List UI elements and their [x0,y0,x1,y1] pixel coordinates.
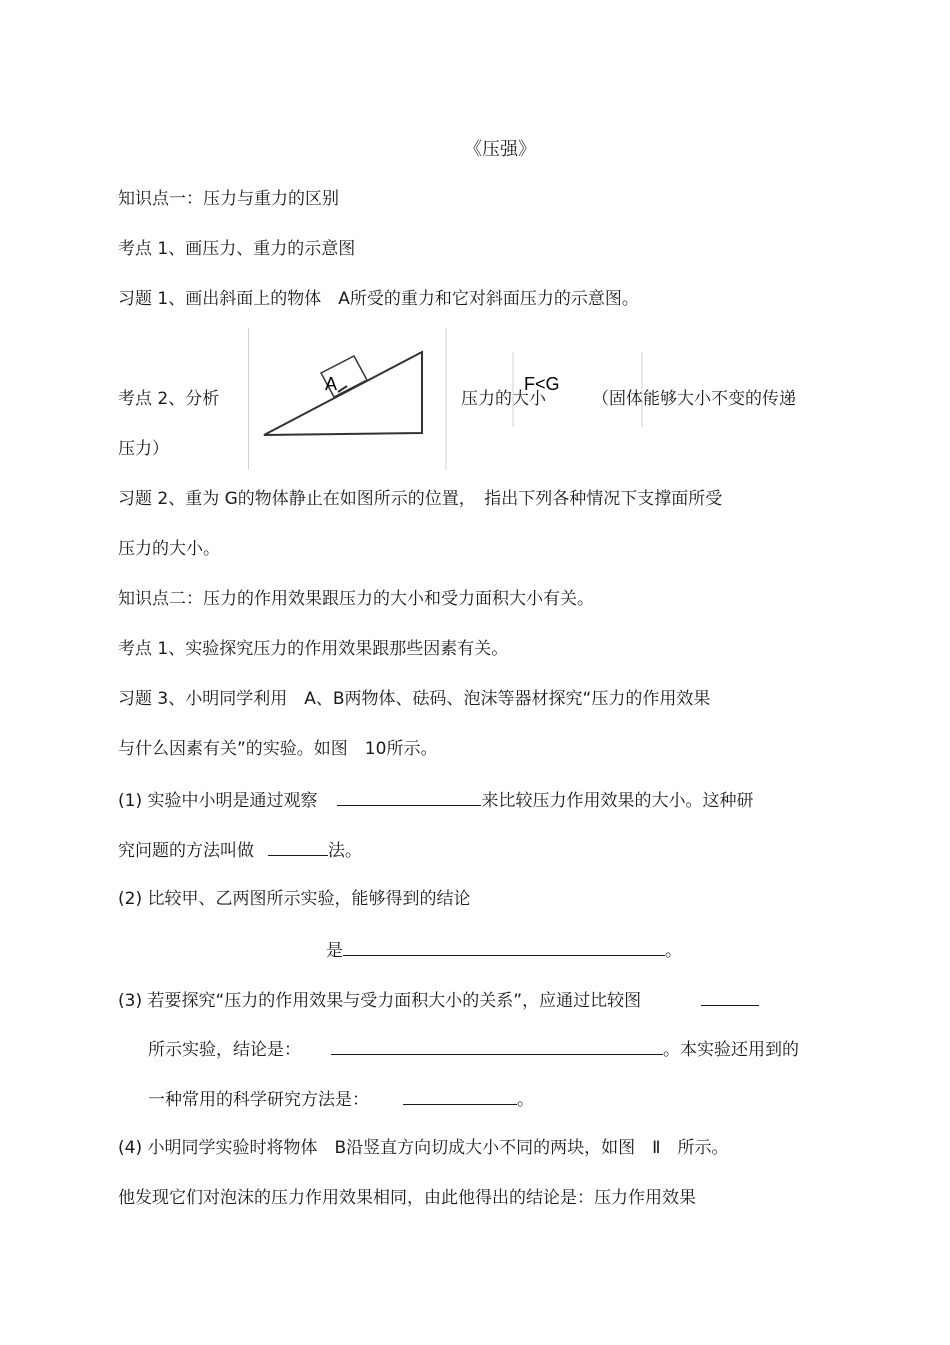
exercise-3-line-1: 习题 3、小明同学利用 A、B两物体、砝码、泡沫等器材探究“压力的作用效果 [118,689,711,709]
q1-blank-1[interactable] [337,787,481,806]
q2-text-c: 。 [665,941,682,961]
question-3-line-3 [148,1086,534,1112]
q1-text-c: 究问题的方法叫做 [118,841,254,861]
force-figure [512,352,644,427]
q3-blank-1[interactable] [701,987,759,1006]
q3-text-c: 。本实验还用到的 [663,1040,799,1060]
exam-point-2-prefix: 考点 2、分析 [118,389,220,409]
exam-point-1: 考点 1、画压力、重力的示意图 [118,239,356,259]
exam-point-3: 考点 1、实验探究压力的作用效果跟那些因素有关。 [118,639,509,659]
question-1-line-1 [118,787,753,813]
question-2-line-1: (2) 比较甲、乙两图所示实验，能够得到的结论 [118,889,471,909]
q3-blank-2[interactable] [331,1036,663,1055]
q3-text-d: 一种常用的科学研究方法是： [148,1090,369,1110]
q1-text-b: 来比较压力作用效果的大小。这种研 [481,791,754,811]
q2-blank[interactable] [343,937,665,956]
exercise-2-line-1: 习题 2、重为 G的物体静止在如图所示的位置， 指出下列各种情况下支撑面所受 [118,489,723,509]
exercise-2-line-2: 压力的大小。 [118,539,220,559]
exercise-1: 习题 1、画出斜面上的物体 A所受的重力和它对斜面压力的示意图。 [118,289,639,309]
page-title: 《压强》 [464,139,536,160]
q2-text-b: 是 [326,941,343,961]
question-4-line-1: (4) 小明同学实验时将物体 B沿竖直方向切成大小不同的两块，如图 Ⅱ 所示。 [118,1138,729,1158]
knowledge-point-1: 知识点一：压力与重力的区别 [118,189,339,209]
incline-figure [248,328,448,470]
force-label: F<G [524,374,560,394]
question-3-line-1 [118,987,759,1013]
q3-text-b: 所示实验，结论是： [148,1040,301,1060]
q3-text-e: 。 [517,1090,534,1110]
question-4-line-2: 他发现它们对泡沫的压力作用效果相同，由此他得出的结论是：压力作用效果 [118,1188,696,1208]
q3-blank-3[interactable] [403,1086,517,1105]
question-1-line-2 [118,837,362,863]
q1-blank-2[interactable] [268,837,328,856]
q3-text-a: (3) 若要探究“压力的作用效果与受力面积大小的关系”，应通过比较图 [118,991,642,1011]
exercise-3-line-2: 与什么因素有关”的实验。如图 10所示。 [118,739,438,759]
knowledge-point-2: 知识点二：压力的作用效果跟压力的大小和受力面积大小有关。 [118,589,594,609]
exam-point-2-middle: 压力的大小 [461,389,546,409]
q1-text-d: 法。 [328,841,362,861]
question-3-line-2 [148,1036,799,1062]
question-2-line-2 [326,937,682,963]
exam-point-2-cont: 压力） [118,439,169,459]
q1-text-a: (1) 实验中小明是通过观察 [118,791,318,811]
block-a-label: A [325,374,338,394]
exam-point-2-suffix: （固体能够大小不变的传递 [592,389,796,409]
